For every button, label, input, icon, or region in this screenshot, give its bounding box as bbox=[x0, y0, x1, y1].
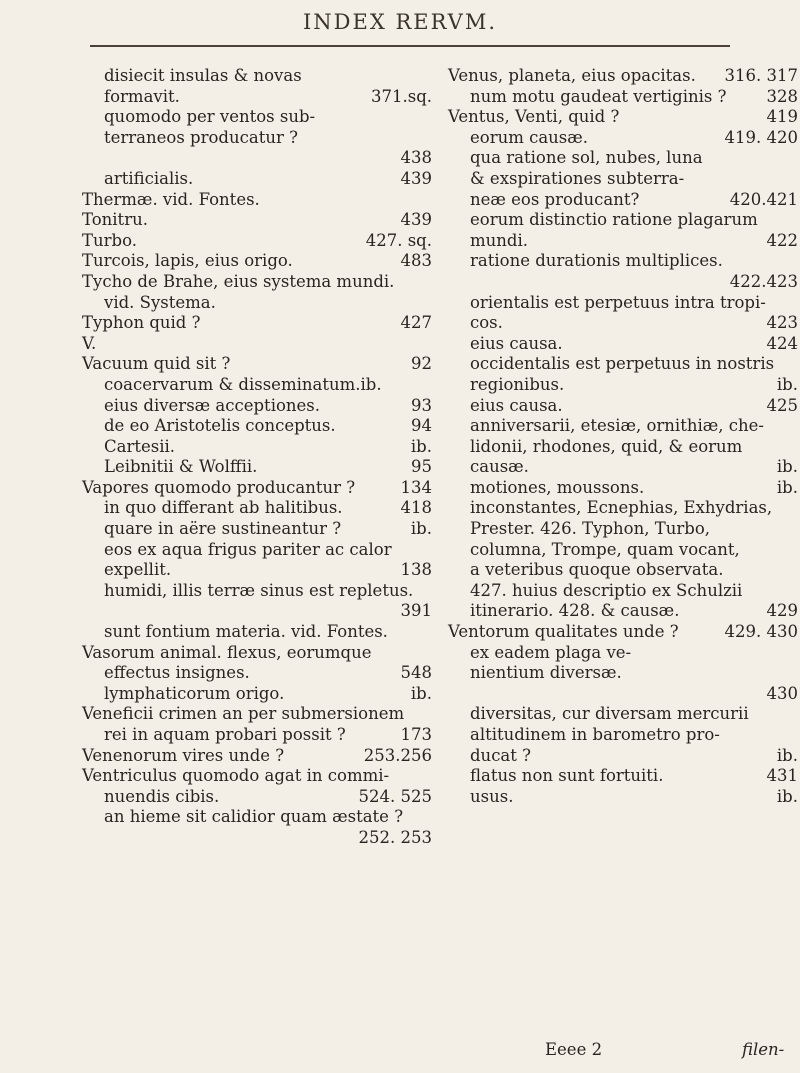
entry-text: de eo Aristotelis conceptus. bbox=[104, 416, 336, 436]
entry-text: regionibus. bbox=[470, 374, 565, 394]
entry-text: eos ex aqua frigus pariter ac calor bbox=[104, 539, 392, 559]
left-column bbox=[82, 66, 432, 849]
entry-text: lymphaticorum origo. bbox=[104, 683, 285, 703]
entry-page-ref: 524. 525 bbox=[358, 786, 432, 806]
index-entry bbox=[448, 540, 798, 561]
index-entry bbox=[448, 519, 798, 540]
index-entry bbox=[82, 684, 432, 705]
entry-text: Thermæ. vid. Fontes. bbox=[82, 189, 260, 209]
entry-page-ref: ib. bbox=[410, 519, 432, 539]
index-entry bbox=[82, 540, 432, 561]
entry-text: altitudinem in barometro pro- bbox=[470, 725, 720, 744]
index-entry bbox=[448, 231, 798, 252]
entry-text: Typhon quid ? bbox=[82, 313, 201, 333]
index-entry bbox=[82, 375, 432, 396]
entry-page-ref: ib. bbox=[776, 457, 798, 477]
entry-page-ref: 419 bbox=[766, 107, 798, 127]
index-entry bbox=[82, 313, 432, 334]
index-entry bbox=[82, 478, 432, 499]
index-entry bbox=[82, 190, 432, 211]
index-entry bbox=[82, 787, 432, 808]
entry-page-ref: 438 bbox=[400, 148, 432, 168]
entry-text: Vapores quomodo producantur ? bbox=[82, 477, 356, 497]
entry-page-ref: 483 bbox=[400, 251, 432, 271]
index-entry bbox=[82, 354, 432, 375]
index-entry bbox=[448, 787, 798, 808]
entry-text: lidonii, rhodones, quid, & eorum bbox=[470, 436, 743, 456]
entry-text: causæ. bbox=[470, 457, 529, 477]
entry-page-ref: 422.423 bbox=[729, 271, 798, 291]
entry-page-ref: 94 bbox=[411, 416, 432, 436]
entry-text: columna, Trompe, quam vocant, bbox=[470, 539, 740, 559]
index-entry bbox=[448, 272, 798, 293]
entry-page-ref: 173 bbox=[400, 725, 432, 744]
index-entry bbox=[448, 457, 798, 478]
entry-text: coacervarum & disseminatum.ib. bbox=[104, 374, 382, 394]
entry-page-ref: 423 bbox=[766, 313, 798, 333]
signature-mark: Eeee 2 bbox=[545, 1040, 603, 1059]
index-entry bbox=[82, 643, 432, 664]
entry-page-ref: 138 bbox=[400, 560, 432, 580]
index-entry bbox=[82, 746, 432, 767]
entry-text: motiones, moussons. bbox=[470, 477, 645, 497]
entry-page-ref: 427. sq. bbox=[365, 230, 432, 250]
entry-text: Vacuum quid sit ? bbox=[82, 354, 231, 374]
index-entry bbox=[82, 828, 432, 849]
index-entry bbox=[448, 581, 798, 602]
entry-text: Prester. 426. Typhon, Turbo, bbox=[470, 519, 710, 539]
index-entry bbox=[82, 437, 432, 458]
entry-text: num motu gaudeat vertiginis ? bbox=[470, 86, 727, 106]
entry-page-ref: 316. 317 bbox=[724, 66, 798, 85]
index-entry bbox=[82, 66, 432, 87]
entry-text: Cartesii. bbox=[104, 436, 176, 456]
index-entry bbox=[82, 807, 432, 828]
entry-page-ref: 419. 420 bbox=[724, 127, 798, 147]
index-entry bbox=[448, 601, 798, 622]
index-entry bbox=[448, 375, 798, 396]
entry-text: eius causa. bbox=[470, 333, 563, 353]
entry-text: usus. bbox=[470, 786, 514, 806]
entry-page-ref: 93 bbox=[411, 395, 432, 415]
entry-text: occidentalis est perpetuus in nostris bbox=[470, 354, 775, 374]
entry-text: orientalis est perpetuus intra tropi- bbox=[470, 292, 766, 312]
index-entry bbox=[82, 560, 432, 581]
index-entry bbox=[448, 190, 798, 211]
index-entry bbox=[82, 622, 432, 643]
entry-page-ref: 429. 430 bbox=[724, 622, 798, 642]
entry-page-ref: 391 bbox=[400, 601, 432, 621]
index-entry bbox=[82, 519, 432, 540]
entry-page-ref: ib. bbox=[410, 436, 432, 456]
index-entry bbox=[82, 725, 432, 746]
entry-page-ref: ib. bbox=[776, 786, 798, 806]
entry-text: sunt fontium materia. vid. Fontes. bbox=[104, 622, 388, 642]
entry-text: Venus, planeta, eius opacitas. bbox=[448, 66, 696, 85]
entry-text: Venenorum vires unde ? bbox=[82, 745, 285, 765]
index-entry bbox=[448, 313, 798, 334]
entry-text: terraneos producatur ? bbox=[104, 127, 298, 147]
index-entry bbox=[448, 148, 798, 169]
entry-text: Turcois, lapis, eius origo. bbox=[82, 251, 293, 271]
entry-page-ref: 422 bbox=[766, 230, 798, 250]
index-entry bbox=[448, 746, 798, 767]
entry-page-ref: 439 bbox=[400, 210, 432, 230]
entry-text: nuendis cibis. bbox=[104, 786, 220, 806]
index-entry bbox=[448, 354, 798, 375]
entry-page-ref: 430 bbox=[766, 683, 798, 703]
index-entry bbox=[448, 87, 798, 108]
entry-text: Tonitru. bbox=[82, 210, 148, 230]
entry-text: vid. Systema. bbox=[104, 292, 216, 312]
index-entry bbox=[82, 231, 432, 252]
entry-page-ref: 548 bbox=[400, 663, 432, 683]
index-entry bbox=[448, 334, 798, 355]
entry-text: 427. huius descriptio ex Schulzii bbox=[470, 580, 743, 600]
index-entry bbox=[448, 66, 798, 87]
entry-text: ratione durationis multiplices. bbox=[470, 251, 723, 271]
entry-page-ref: 424 bbox=[766, 333, 798, 353]
index-entry bbox=[82, 293, 432, 314]
index-entry bbox=[82, 766, 432, 787]
catchword: filen- bbox=[742, 1040, 785, 1059]
entry-text: itinerario. 428. & causæ. bbox=[470, 601, 680, 621]
index-entry bbox=[82, 272, 432, 293]
entry-text: Tycho de Brahe, eius systema mundi. bbox=[82, 271, 395, 291]
index-entry bbox=[448, 416, 798, 437]
entry-text: quare in aëre sustineantur ? bbox=[104, 519, 342, 539]
entry-page-ref: 439 bbox=[400, 168, 432, 188]
entry-text: nientium diversæ. bbox=[470, 663, 622, 683]
entry-text: eorum causæ. bbox=[470, 127, 589, 147]
index-entry bbox=[448, 684, 798, 705]
entry-text: disiecit insulas & novas bbox=[104, 66, 302, 85]
header-rule bbox=[90, 45, 730, 47]
index-entry bbox=[82, 148, 432, 169]
entry-page-ref: 420.421 bbox=[729, 189, 798, 209]
entry-page-ref: 427 bbox=[400, 313, 432, 333]
index-entry bbox=[82, 251, 432, 272]
entry-text: formavit. bbox=[104, 86, 180, 106]
index-entry bbox=[448, 478, 798, 499]
entry-text: in quo differant ab halitibus. bbox=[104, 498, 343, 518]
entry-text: Leibnitii & Wolffii. bbox=[104, 457, 258, 477]
index-entry bbox=[448, 210, 798, 231]
index-entry bbox=[82, 663, 432, 684]
entry-text: cos. bbox=[470, 313, 503, 333]
entry-text: inconstantes, Ecnephias, Exhydrias, bbox=[470, 498, 773, 518]
index-entry bbox=[448, 704, 798, 725]
index-entry bbox=[82, 704, 432, 725]
entry-text: expellit. bbox=[104, 560, 172, 580]
entry-text: Veneficii crimen an per submersionem bbox=[82, 704, 405, 724]
entry-text: diversitas, cur diversam mercurii bbox=[470, 704, 749, 724]
index-entry bbox=[448, 128, 798, 149]
entry-page-ref: 431 bbox=[766, 766, 798, 786]
entry-text: artificialis. bbox=[104, 168, 194, 188]
index-entry bbox=[82, 210, 432, 231]
entry-page-ref: 371.sq. bbox=[370, 86, 432, 106]
entry-page-ref: 418 bbox=[400, 498, 432, 518]
index-entry bbox=[448, 396, 798, 417]
entry-text: qua ratione sol, nubes, luna bbox=[470, 148, 703, 168]
entry-text: anniversarii, etesiæ, ornithiæ, che- bbox=[470, 416, 764, 436]
index-entry bbox=[448, 766, 798, 787]
index-entry bbox=[82, 581, 432, 602]
entry-page-ref: 328 bbox=[766, 86, 798, 106]
index-entry bbox=[448, 643, 798, 664]
index-entry bbox=[448, 498, 798, 519]
index-entry bbox=[82, 128, 432, 149]
index-entry bbox=[448, 560, 798, 581]
entry-text: eius causa. bbox=[470, 395, 563, 415]
entry-text: Ventorum qualitates unde ? bbox=[448, 622, 679, 642]
entry-text: ducat ? bbox=[470, 745, 531, 765]
entry-text: eorum distinctio ratione plagarum bbox=[470, 210, 758, 230]
entry-page-ref: 92 bbox=[411, 354, 432, 374]
index-entry bbox=[82, 498, 432, 519]
index-entry bbox=[448, 663, 798, 684]
index-entry bbox=[82, 87, 432, 108]
entry-page-ref: 134 bbox=[400, 477, 432, 497]
entry-text: flatus non sunt fortuiti. bbox=[470, 766, 664, 786]
entry-text: rei in aquam probari possit ? bbox=[104, 725, 346, 744]
index-entry bbox=[448, 251, 798, 272]
entry-page-ref: ib. bbox=[776, 745, 798, 765]
index-entry bbox=[448, 622, 798, 643]
index-entry bbox=[82, 416, 432, 437]
entry-page-ref: ib. bbox=[776, 374, 798, 394]
index-entry bbox=[82, 107, 432, 128]
entry-page-ref: 95 bbox=[411, 457, 432, 477]
index-entry bbox=[448, 725, 798, 746]
index-entry bbox=[448, 293, 798, 314]
entry-text: quomodo per ventos sub- bbox=[104, 107, 316, 127]
entry-text: an hieme sit calidior quam æstate ? bbox=[104, 807, 404, 827]
entry-text: a veteribus quoque observata. bbox=[470, 560, 724, 580]
entry-text: & exspirationes subterra- bbox=[470, 168, 685, 188]
entry-text: Ventriculus quomodo agat in commi- bbox=[82, 766, 390, 786]
entry-text: Ventus, Venti, quid ? bbox=[448, 107, 620, 127]
entry-text: Vasorum animal. flexus, eorumque bbox=[82, 642, 372, 662]
right-column bbox=[448, 66, 798, 807]
entry-page-ref: 425 bbox=[766, 395, 798, 415]
index-entry bbox=[82, 169, 432, 190]
entry-page-ref: ib. bbox=[410, 683, 432, 703]
entry-text: humidi, illis terræ sinus est repletus. bbox=[104, 580, 414, 600]
entry-page-ref: 253.256 bbox=[363, 745, 432, 765]
index-entry bbox=[82, 396, 432, 417]
entry-text: eius diversæ acceptiones. bbox=[104, 395, 321, 415]
entry-page-ref: ib. bbox=[776, 477, 798, 497]
index-entry bbox=[82, 601, 432, 622]
index-entry bbox=[82, 457, 432, 478]
running-header: INDEX RERVM. bbox=[302, 10, 497, 34]
index-entry bbox=[448, 107, 798, 128]
entry-text: Turbo. bbox=[82, 230, 137, 250]
entry-page-ref: 429 bbox=[766, 601, 798, 621]
entry-text: V. bbox=[82, 333, 97, 353]
index-entry bbox=[82, 334, 432, 355]
entry-text: mundi. bbox=[470, 230, 528, 250]
entry-page-ref: 252. 253 bbox=[358, 827, 432, 847]
entry-text: ex eadem plaga ve- bbox=[470, 642, 632, 662]
entry-text: effectus insignes. bbox=[104, 663, 250, 683]
index-entry bbox=[448, 437, 798, 458]
entry-text: neæ eos producant? bbox=[470, 189, 640, 209]
index-entry bbox=[448, 169, 798, 190]
